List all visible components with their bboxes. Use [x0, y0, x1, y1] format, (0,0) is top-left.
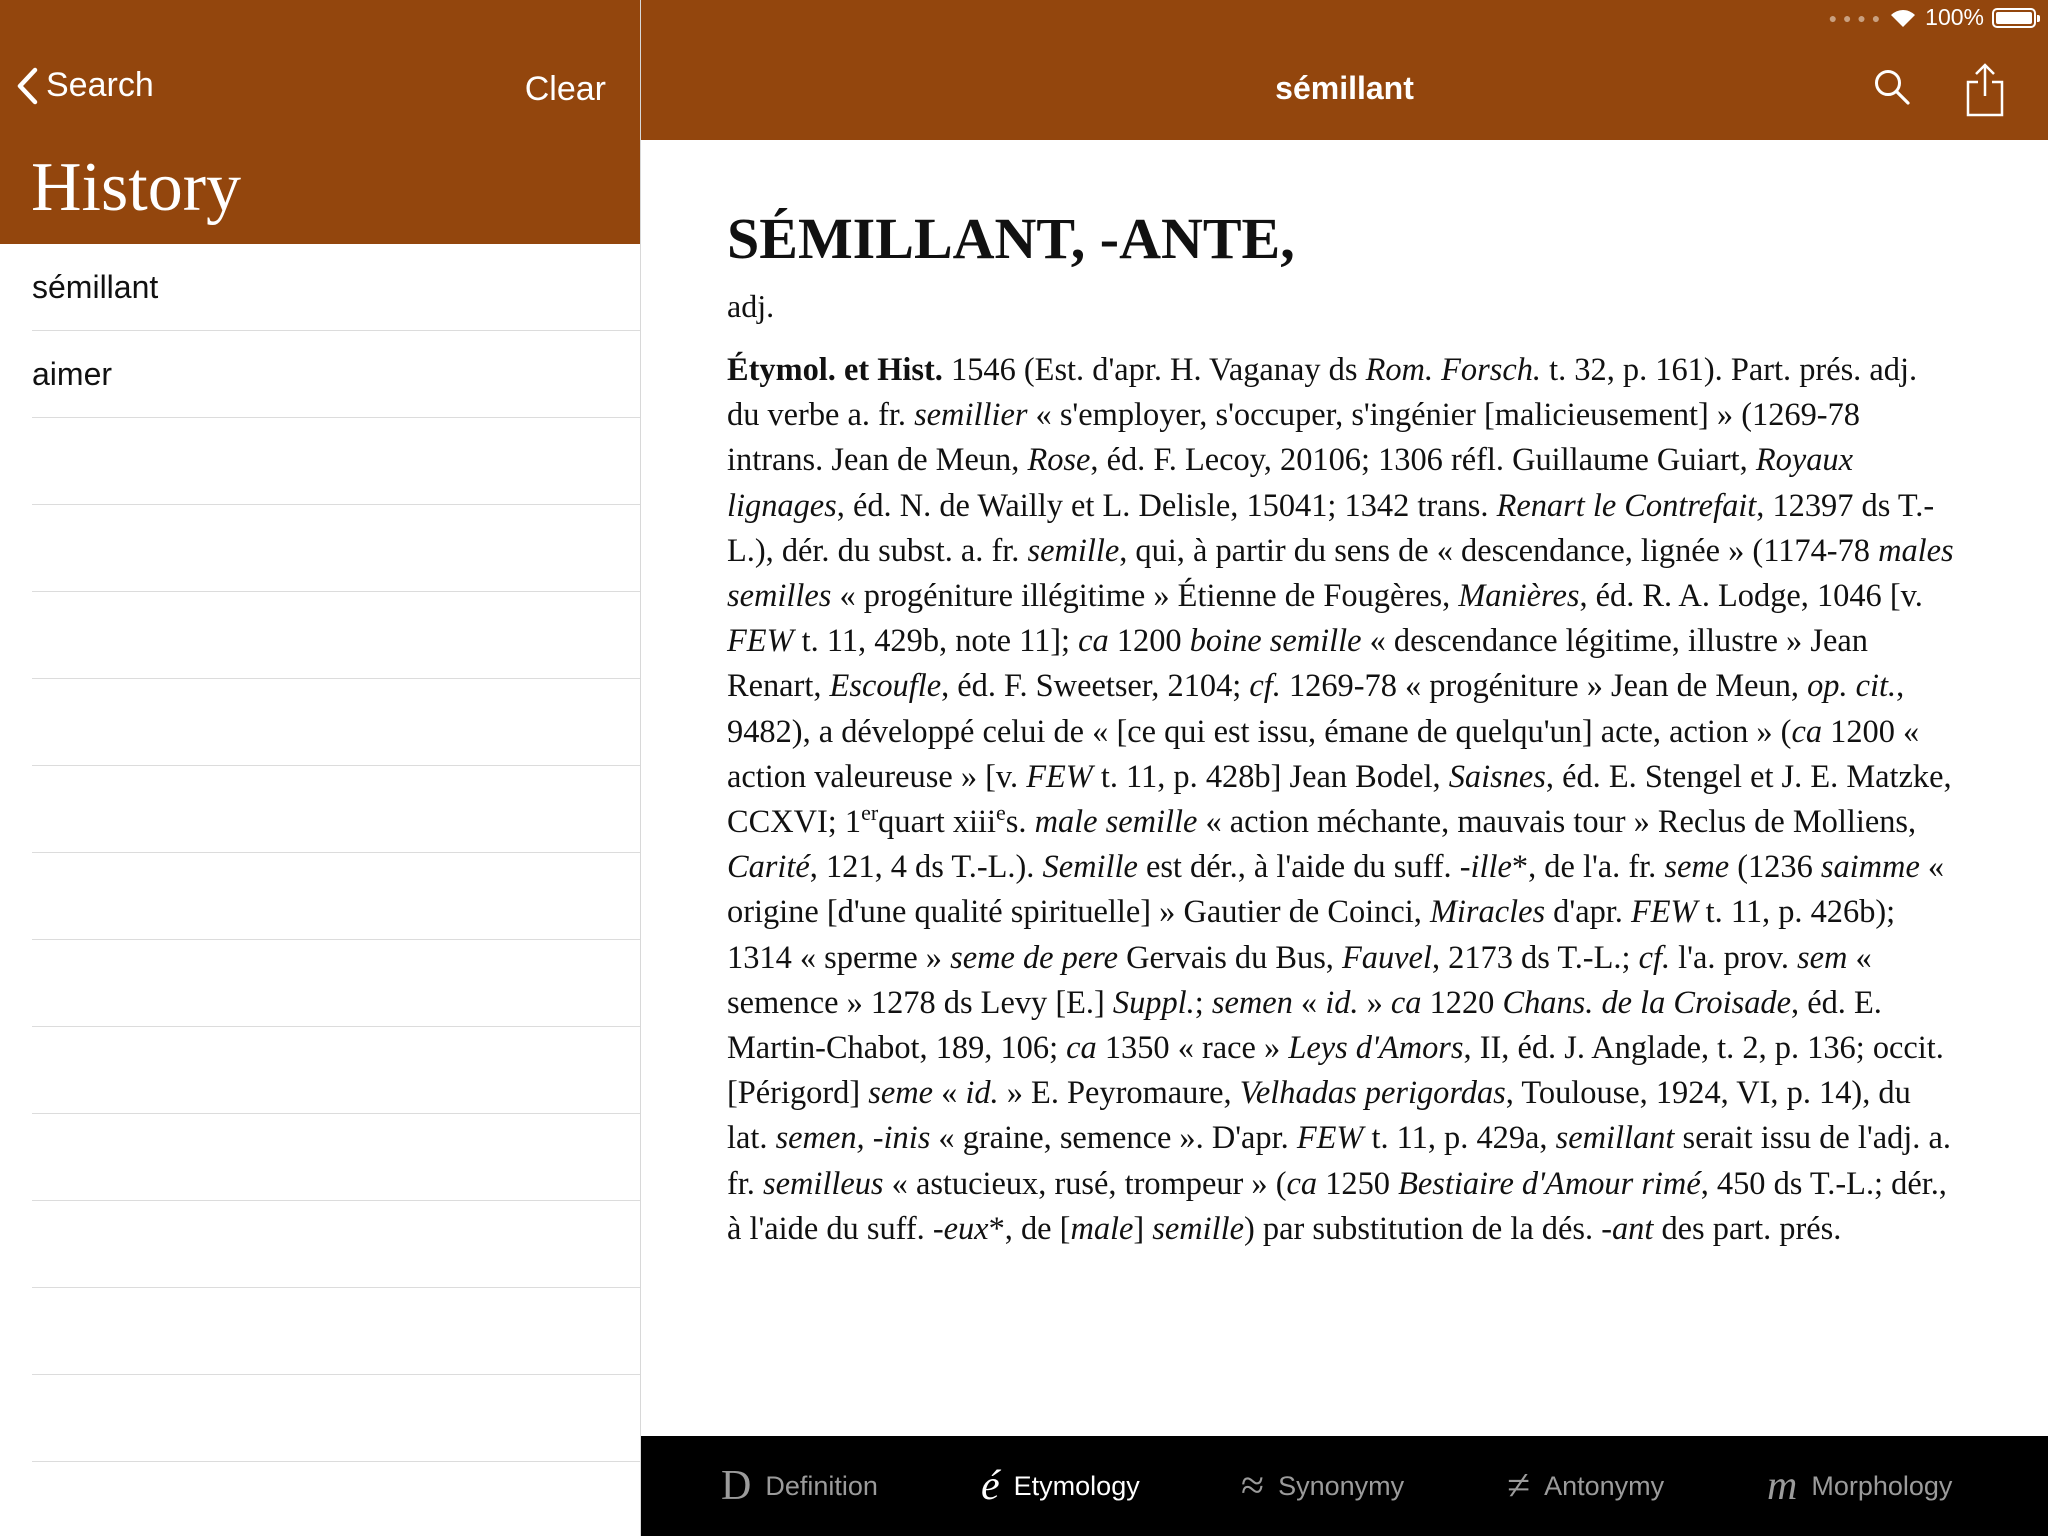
chevron-left-icon: [16, 67, 38, 105]
page-title: History: [31, 149, 241, 226]
definition-icon: D: [721, 1463, 752, 1509]
tab-label: Antonymy: [1544, 1470, 1665, 1501]
antonymy-icon: ≠: [1507, 1463, 1531, 1509]
empty-row: [32, 592, 640, 679]
tab-etymology[interactable]: [981, 1436, 1140, 1536]
share-icon[interactable]: [1965, 62, 2005, 118]
back-search-button[interactable]: [16, 66, 154, 105]
sidebar-header: [0, 0, 640, 244]
tab-definition[interactable]: [721, 1436, 878, 1536]
tab-label: Morphology: [1811, 1470, 1953, 1501]
wifi-icon: [1889, 7, 1917, 29]
empty-row: [32, 1114, 640, 1201]
status-right: [1829, 4, 2036, 31]
panel-divider: [640, 0, 641, 1536]
morphology-icon: m: [1767, 1463, 1798, 1509]
etymology-text: Étymol. et Hist. 1546 (Est. d'apr. H. Vaganay ds Rom. Forsch. t. 32, p. 161). Part. prés. adj. du verbe a. fr. semillier « s'employer, s'occuper, s'ingénier [malicieusement] » (1269-78 intrans. Jean de Meun, Rose, éd. F. Lecoy, 20106; 1306 réfl. Guillaume Guiart, Royaux lignages, éd. N. de Wailly et L. Delisle, 15041; 1342 trans. Renart le Contrefait, 12397 ds T.-L.), dér. du subst. a. fr. semille, qui, à partir du sens de « descendance, lignée » (1174-78 males semilles « progéniture illégitime » Étienne de Fougères, Manières, éd. R. A. Lodge, 1046 [v. FEW t. 11, 429b, note 11]; ca 1200 boine semille « descendance légitime, illustre » Jean Renart, Escoufle, éd. F. Sweetser, 2104; cf. 1269-78 « progéniture » Jean de Meun, op. cit., 9482), a développé celui de « [ce qui est issu, émane de quelqu'un] acte, action » (ca 1200 « action valeureuse » [v. FEW t. 11, p. 428b] Jean Bodel, Saisnes, éd. E. Stengel et J. E. Matzke, CCXVI; 1erquart xiii$^e$s. male semille « action méchante, mauvais tour » Reclus de Molliens, Carité, 121, 4 ds T.-L.). Semille est dér., à l'aide du suff. -ille*, de l'a. fr. seme (1236 saimme « origine [d'une qualité spirituelle] » Gautier de Coinci, Miracles d'apr. FEW t. 11, p. 426b); 1314 « sperme » seme de pere Gervais du Bus, Fauvel, 2173 ds T.-L.; cf. l'a. prov. sem « semence » 1278 ds Levy [E.] Suppl.; semen « id. » ca 1220 Chans. de la Croisade, éd. E. Martin-Chabot, 189, 106; ca 1350 « race » Leys d'Amors, II, éd. J. Anglade, t. 2, p. 136; occit. [Périgord] seme « id. » E. Peyromaure, Velhadas perigordas, Toulouse, 1924, VI, p. 14), du lat. semen, -inis « graine, semence ». D'apr. FEW t. 11, p. 429a, semillant serait issu de l'adj. a. fr. semilleus « astucieux, rusé, trompeur » (ca 1250 Bestiaire d'Amour rimé, 450 ds T.-L.; dér., à l'aide du suff. -eux*, de [male] semille) par substitution de la dés. -ant des part. prés.: [727, 352, 1954, 1247]
history-item-label: sémillant: [32, 269, 159, 305]
empty-row: [32, 940, 640, 1027]
entry-headword: SÉMILLANT, -ANTE,: [727, 206, 1295, 271]
battery-percent: 100%: [1925, 4, 1984, 30]
tab-label: Synonymy: [1278, 1470, 1405, 1501]
entry-part-of-speech: adj.: [727, 288, 775, 324]
etymology-icon: é: [981, 1463, 1000, 1509]
battery-icon: [1992, 8, 2036, 28]
empty-row: [32, 505, 640, 592]
empty-row: [32, 766, 640, 853]
tab-antonymy[interactable]: [1507, 1436, 1664, 1536]
entry-content: [727, 200, 1957, 1252]
bottom-tab-bar: [641, 1436, 2048, 1536]
nav-title: sémillant: [1275, 70, 1414, 106]
empty-row: [32, 679, 640, 766]
empty-row: [32, 1375, 640, 1462]
empty-row: [32, 1288, 640, 1375]
tab-synonymy[interactable]: [1241, 1436, 1404, 1536]
search-icon[interactable]: [1873, 68, 1911, 106]
tab-label: Definition: [765, 1470, 878, 1501]
tab-label: Etymology: [1013, 1470, 1140, 1501]
history-list: [0, 244, 640, 1462]
empty-row: [32, 1201, 640, 1288]
history-item-label: aimer: [32, 356, 113, 392]
tab-morphology[interactable]: [1767, 1436, 1952, 1536]
synonymy-icon: ≈: [1241, 1463, 1265, 1509]
list-item[interactable]: [32, 331, 640, 418]
signal-icon: ● ● ● ●: [1828, 9, 1882, 26]
empty-row: [32, 418, 640, 505]
etymology-label: Étymol. et Hist.: [727, 352, 943, 388]
back-label: Search: [46, 66, 154, 104]
empty-row: [32, 1027, 640, 1114]
empty-row: [32, 853, 640, 940]
clear-button[interactable]: Clear: [524, 70, 606, 108]
main-header: [641, 0, 2048, 140]
list-item[interactable]: [32, 244, 640, 331]
